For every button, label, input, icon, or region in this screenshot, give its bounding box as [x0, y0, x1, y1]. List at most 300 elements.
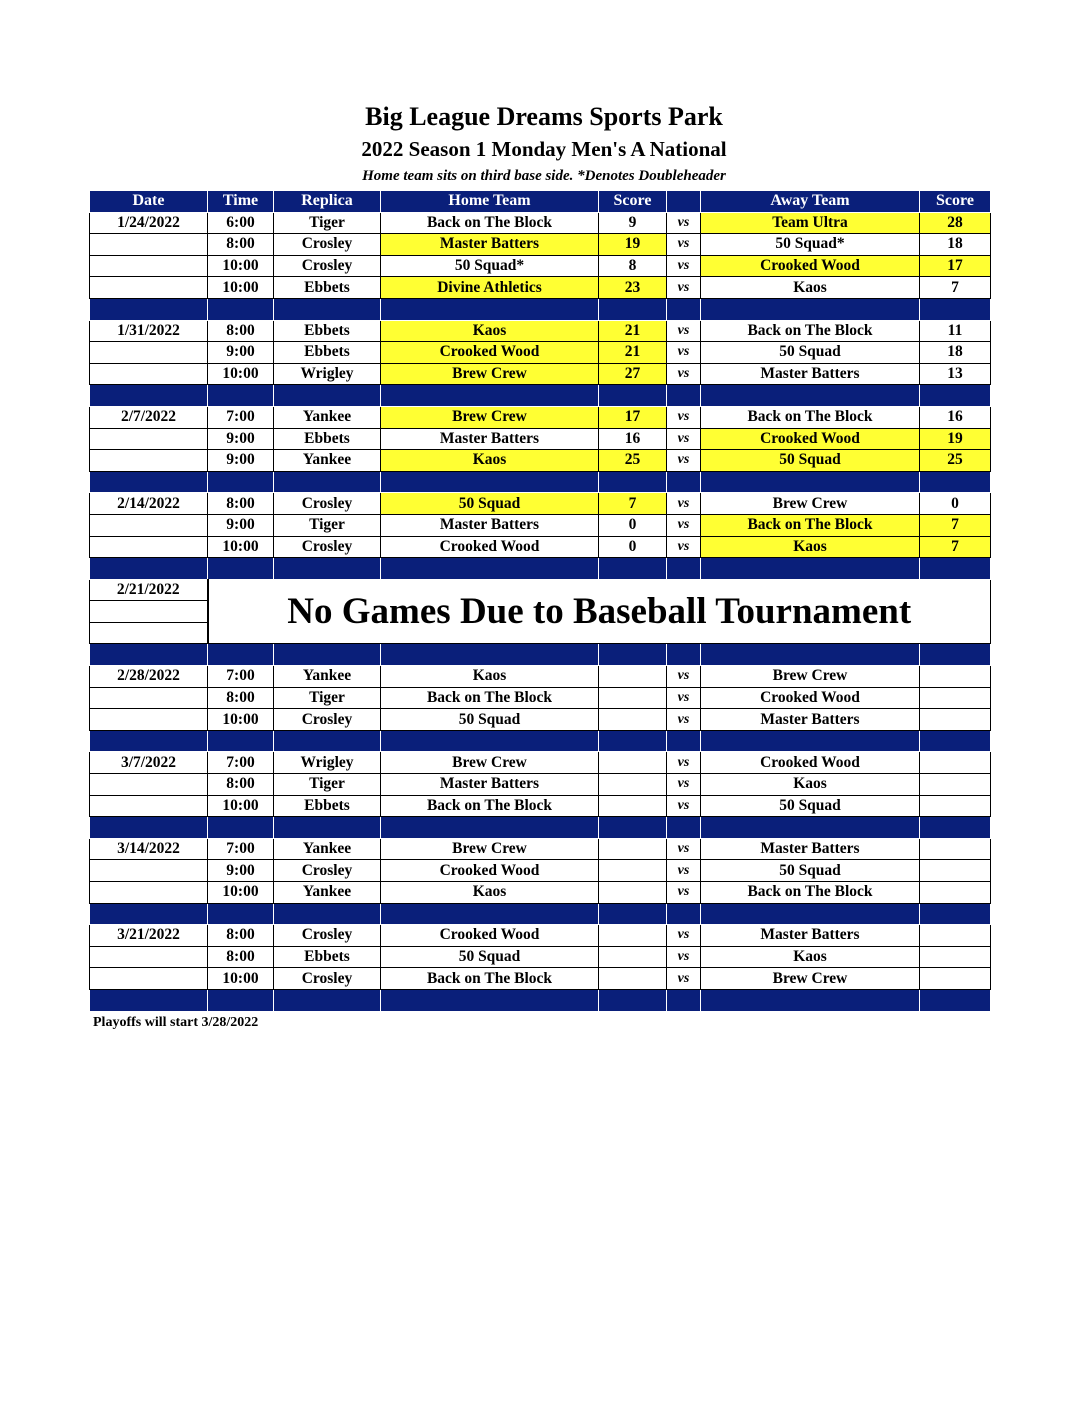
notice-row [90, 579, 991, 601]
separator-cell [381, 385, 599, 407]
separator-cell [208, 730, 274, 752]
separator-cell [381, 903, 599, 925]
vs-cell: vs [667, 255, 701, 277]
date-cell [90, 363, 208, 385]
away-team-cell: Master Batters [701, 363, 920, 385]
game-row [90, 450, 991, 472]
away-score-cell: 11 [920, 320, 991, 342]
separator-cell [599, 903, 667, 925]
replica-cell: Ebbets [274, 320, 381, 342]
time-cell: 7:00 [208, 406, 274, 428]
game-row [90, 774, 991, 796]
away-score-cell: 28 [920, 212, 991, 234]
away-score-cell [920, 925, 991, 947]
vs-cell: vs [667, 925, 701, 947]
replica-cell: Crosley [274, 493, 381, 515]
home-team-cell: Brew Crew [381, 363, 599, 385]
home-score-cell [599, 687, 667, 709]
game-row [90, 234, 991, 256]
home-score-cell [599, 774, 667, 796]
separator-cell [90, 730, 208, 752]
home-team-cell: 50 Squad [381, 709, 599, 731]
separator-cell [208, 644, 274, 666]
date-cell [90, 536, 208, 558]
separator-cell [208, 903, 274, 925]
away-score-cell: 16 [920, 406, 991, 428]
date-cell: 2/28/2022 [90, 666, 208, 688]
week-separator [90, 817, 991, 839]
home-score-cell [599, 752, 667, 774]
separator-cell [381, 730, 599, 752]
game-row [90, 428, 991, 450]
replica-cell: Wrigley [274, 752, 381, 774]
separator-cell [274, 903, 381, 925]
home-team-cell: 50 Squad* [381, 255, 599, 277]
replica-cell: Tiger [274, 774, 381, 796]
vs-cell: vs [667, 277, 701, 299]
home-team-cell: Crooked Wood [381, 925, 599, 947]
home-score-cell: 9 [599, 212, 667, 234]
replica-cell: Ebbets [274, 277, 381, 299]
separator-cell [274, 385, 381, 407]
replica-cell: Crosley [274, 234, 381, 256]
game-row [90, 795, 991, 817]
vs-cell: vs [667, 450, 701, 472]
game-row [90, 687, 991, 709]
time-cell: 10:00 [208, 363, 274, 385]
separator-cell [667, 471, 701, 493]
date-cell: 3/14/2022 [90, 838, 208, 860]
separator-cell [701, 558, 920, 580]
replica-cell: Crosley [274, 925, 381, 947]
separator-cell [667, 903, 701, 925]
vs-cell: vs [667, 795, 701, 817]
replica-cell: Ebbets [274, 428, 381, 450]
home-score-cell: 16 [599, 428, 667, 450]
game-row [90, 536, 991, 558]
away-team-cell: 50 Squad [701, 795, 920, 817]
game-row [90, 493, 991, 515]
date-cell [90, 514, 208, 536]
week-separator [90, 903, 991, 925]
separator-cell [599, 298, 667, 320]
away-score-cell: 18 [920, 342, 991, 364]
separator-cell [208, 558, 274, 580]
vs-cell: vs [667, 774, 701, 796]
separator-cell [90, 903, 208, 925]
home-team-cell: Brew Crew [381, 406, 599, 428]
home-score-cell [599, 882, 667, 904]
playoffs-note: Playoffs will start 3/28/2022 [93, 1015, 259, 1030]
separator-cell [274, 471, 381, 493]
date-cell [90, 774, 208, 796]
time-cell: 10:00 [208, 795, 274, 817]
game-row [90, 342, 991, 364]
game-row [90, 514, 991, 536]
replica-cell: Yankee [274, 882, 381, 904]
vs-cell: vs [667, 493, 701, 515]
separator-cell [599, 558, 667, 580]
date-cell: 3/7/2022 [90, 752, 208, 774]
separator-cell [274, 558, 381, 580]
away-score-cell: 0 [920, 493, 991, 515]
away-team-cell: 50 Squad [701, 450, 920, 472]
week-separator [90, 471, 991, 493]
separator-cell [381, 644, 599, 666]
time-cell: 8:00 [208, 320, 274, 342]
week-separator [90, 730, 991, 752]
home-team-cell: Brew Crew [381, 838, 599, 860]
away-score-cell [920, 968, 991, 990]
time-cell: 6:00 [208, 212, 274, 234]
separator-cell [920, 385, 991, 407]
separator-cell [667, 298, 701, 320]
home-team-cell: Back on The Block [381, 968, 599, 990]
away-score-cell [920, 882, 991, 904]
separator-cell [667, 989, 701, 1011]
time-cell: 9:00 [208, 860, 274, 882]
vs-cell: vs [667, 320, 701, 342]
away-score-cell [920, 838, 991, 860]
separator-cell [274, 989, 381, 1011]
time-cell: 7:00 [208, 752, 274, 774]
game-row [90, 212, 991, 234]
home-score-cell: 0 [599, 514, 667, 536]
column-header: Away Team [701, 191, 920, 213]
home-score-cell: 19 [599, 234, 667, 256]
separator-cell [920, 471, 991, 493]
away-score-cell: 19 [920, 428, 991, 450]
home-team-cell: Kaos [381, 450, 599, 472]
separator-cell [90, 471, 208, 493]
replica-cell: Crosley [274, 860, 381, 882]
separator-cell [274, 817, 381, 839]
replica-cell: Tiger [274, 212, 381, 234]
home-team-cell: Master Batters [381, 234, 599, 256]
away-team-cell: Crooked Wood [701, 752, 920, 774]
replica-cell: Ebbets [274, 342, 381, 364]
away-score-cell [920, 795, 991, 817]
time-cell: 10:00 [208, 536, 274, 558]
separator-cell [208, 471, 274, 493]
column-header: Score [920, 191, 991, 213]
away-score-cell: 13 [920, 363, 991, 385]
home-team-cell: Back on The Block [381, 687, 599, 709]
separator-cell [701, 989, 920, 1011]
column-header [667, 191, 701, 213]
separator-cell [920, 644, 991, 666]
away-team-cell: 50 Squad [701, 860, 920, 882]
away-team-cell: Kaos [701, 774, 920, 796]
vs-cell: vs [667, 536, 701, 558]
separator-cell [90, 817, 208, 839]
vs-cell: vs [667, 428, 701, 450]
away-team-cell: Master Batters [701, 925, 920, 947]
replica-cell: Crosley [274, 536, 381, 558]
week-separator [90, 989, 991, 1011]
date-cell [90, 882, 208, 904]
game-row [90, 666, 991, 688]
separator-cell [599, 730, 667, 752]
game-row [90, 882, 991, 904]
home-score-cell [599, 925, 667, 947]
game-row [90, 860, 991, 882]
game-row [90, 946, 991, 968]
home-score-cell: 7 [599, 493, 667, 515]
away-team-cell: Back on The Block [701, 882, 920, 904]
separator-cell [667, 644, 701, 666]
vs-cell: vs [667, 234, 701, 256]
game-row [90, 968, 991, 990]
away-team-cell: Kaos [701, 536, 920, 558]
away-team-cell: Brew Crew [701, 493, 920, 515]
home-score-cell [599, 946, 667, 968]
separator-cell [920, 298, 991, 320]
separator-cell [90, 385, 208, 407]
replica-cell: Tiger [274, 514, 381, 536]
vs-cell: vs [667, 968, 701, 990]
date-cell: 2/14/2022 [90, 493, 208, 515]
column-header: Home Team [381, 191, 599, 213]
game-row [90, 255, 991, 277]
game-row [90, 925, 991, 947]
separator-cell [667, 817, 701, 839]
replica-cell: Yankee [274, 838, 381, 860]
replica-cell: Yankee [274, 450, 381, 472]
time-cell: 8:00 [208, 925, 274, 947]
time-cell: 9:00 [208, 514, 274, 536]
separator-cell [599, 989, 667, 1011]
vs-cell: vs [667, 709, 701, 731]
date-cell [90, 342, 208, 364]
date-cell [90, 687, 208, 709]
replica-cell: Crosley [274, 255, 381, 277]
vs-cell: vs [667, 212, 701, 234]
replica-cell: Tiger [274, 687, 381, 709]
away-team-cell: Crooked Wood [701, 255, 920, 277]
home-team-cell: 50 Squad [381, 493, 599, 515]
home-team-cell: 50 Squad [381, 946, 599, 968]
time-cell: 8:00 [208, 946, 274, 968]
home-score-cell [599, 838, 667, 860]
date-cell [90, 428, 208, 450]
away-score-cell: 17 [920, 255, 991, 277]
home-score-cell [599, 860, 667, 882]
vs-cell: vs [667, 363, 701, 385]
separator-cell [208, 385, 274, 407]
time-cell: 10:00 [208, 277, 274, 299]
separator-cell [667, 558, 701, 580]
separator-cell [274, 298, 381, 320]
away-team-cell: Back on The Block [701, 406, 920, 428]
away-score-cell: 7 [920, 536, 991, 558]
separator-cell [701, 298, 920, 320]
separator-cell [599, 817, 667, 839]
vs-cell: vs [667, 882, 701, 904]
game-row [90, 838, 991, 860]
home-team-cell: Master Batters [381, 774, 599, 796]
week-separator [90, 644, 991, 666]
date-cell [90, 622, 208, 644]
separator-cell [667, 385, 701, 407]
home-score-cell [599, 709, 667, 731]
separator-cell [208, 989, 274, 1011]
separator-cell [701, 817, 920, 839]
home-team-cell: Master Batters [381, 514, 599, 536]
page-title: Big League Dreams Sports Park [365, 102, 723, 131]
column-header: Score [599, 191, 667, 213]
home-score-cell: 23 [599, 277, 667, 299]
vs-cell: vs [667, 514, 701, 536]
away-score-cell: 25 [920, 450, 991, 472]
separator-cell [920, 903, 991, 925]
away-score-cell [920, 946, 991, 968]
date-cell [90, 709, 208, 731]
away-team-cell: Team Ultra [701, 212, 920, 234]
home-team-cell: Back on The Block [381, 212, 599, 234]
week-separator [90, 558, 991, 580]
column-header: Date [90, 191, 208, 213]
date-cell [90, 968, 208, 990]
home-score-cell: 25 [599, 450, 667, 472]
home-team-cell: Divine Athletics [381, 277, 599, 299]
separator-cell [90, 558, 208, 580]
away-team-cell: 50 Squad* [701, 234, 920, 256]
time-cell: 8:00 [208, 493, 274, 515]
home-score-cell [599, 968, 667, 990]
separator-cell [381, 989, 599, 1011]
home-team-cell: Crooked Wood [381, 536, 599, 558]
away-team-cell: Master Batters [701, 838, 920, 860]
schedule-note: Home team sits on third base side. *Denotes Doubleheader [362, 168, 726, 184]
no-games-notice: No Games Due to Baseball Tournament [208, 579, 991, 644]
vs-cell: vs [667, 687, 701, 709]
away-team-cell: Master Batters [701, 709, 920, 731]
week-separator [90, 385, 991, 407]
date-cell [90, 255, 208, 277]
vs-cell: vs [667, 752, 701, 774]
date-cell: 2/7/2022 [90, 406, 208, 428]
time-cell: 8:00 [208, 234, 274, 256]
date-cell [90, 860, 208, 882]
home-score-cell: 21 [599, 320, 667, 342]
home-team-cell: Kaos [381, 882, 599, 904]
replica-cell: Yankee [274, 406, 381, 428]
home-score-cell: 27 [599, 363, 667, 385]
away-team-cell: Brew Crew [701, 968, 920, 990]
game-row [90, 363, 991, 385]
separator-cell [274, 730, 381, 752]
home-score-cell: 8 [599, 255, 667, 277]
date-cell: 1/24/2022 [90, 212, 208, 234]
schedule-table [89, 190, 991, 1012]
replica-cell: Ebbets [274, 946, 381, 968]
home-team-cell: Crooked Wood [381, 342, 599, 364]
away-team-cell: 50 Squad [701, 342, 920, 364]
time-cell: 8:00 [208, 774, 274, 796]
home-team-cell: Back on The Block [381, 795, 599, 817]
separator-cell [90, 298, 208, 320]
away-score-cell [920, 860, 991, 882]
home-team-cell: Kaos [381, 666, 599, 688]
home-score-cell [599, 795, 667, 817]
date-cell [90, 234, 208, 256]
away-team-cell: Crooked Wood [701, 687, 920, 709]
game-row [90, 752, 991, 774]
home-score-cell: 0 [599, 536, 667, 558]
time-cell: 10:00 [208, 255, 274, 277]
date-cell [90, 601, 208, 623]
vs-cell: vs [667, 946, 701, 968]
separator-cell [381, 817, 599, 839]
time-cell: 9:00 [208, 450, 274, 472]
separator-cell [701, 471, 920, 493]
away-score-cell: 18 [920, 234, 991, 256]
separator-cell [920, 817, 991, 839]
table-header-row [90, 191, 991, 213]
replica-cell: Ebbets [274, 795, 381, 817]
separator-cell [90, 989, 208, 1011]
game-row [90, 277, 991, 299]
column-header: Replica [274, 191, 381, 213]
time-cell: 7:00 [208, 838, 274, 860]
date-cell: 3/21/2022 [90, 925, 208, 947]
vs-cell: vs [667, 838, 701, 860]
date-cell: 1/31/2022 [90, 320, 208, 342]
away-score-cell [920, 752, 991, 774]
date-cell [90, 277, 208, 299]
away-score-cell: 7 [920, 277, 991, 299]
separator-cell [701, 730, 920, 752]
separator-cell [90, 644, 208, 666]
separator-cell [667, 730, 701, 752]
replica-cell: Crosley [274, 709, 381, 731]
home-team-cell: Master Batters [381, 428, 599, 450]
separator-cell [701, 385, 920, 407]
date-cell: 2/21/2022 [90, 579, 208, 601]
date-cell [90, 795, 208, 817]
separator-cell [599, 644, 667, 666]
away-score-cell [920, 687, 991, 709]
home-team-cell: Crooked Wood [381, 860, 599, 882]
time-cell: 9:00 [208, 428, 274, 450]
away-team-cell: Kaos [701, 277, 920, 299]
time-cell: 8:00 [208, 687, 274, 709]
away-team-cell: Brew Crew [701, 666, 920, 688]
separator-cell [381, 298, 599, 320]
replica-cell: Wrigley [274, 363, 381, 385]
away-team-cell: Kaos [701, 946, 920, 968]
separator-cell [274, 644, 381, 666]
away-score-cell [920, 774, 991, 796]
separator-cell [599, 471, 667, 493]
home-score-cell: 17 [599, 406, 667, 428]
away-score-cell [920, 666, 991, 688]
date-cell [90, 450, 208, 472]
replica-cell: Crosley [274, 968, 381, 990]
separator-cell [208, 817, 274, 839]
time-cell: 7:00 [208, 666, 274, 688]
separator-cell [701, 903, 920, 925]
vs-cell: vs [667, 342, 701, 364]
separator-cell [381, 558, 599, 580]
time-cell: 9:00 [208, 342, 274, 364]
game-row [90, 709, 991, 731]
game-row [90, 406, 991, 428]
separator-cell [920, 730, 991, 752]
away-score-cell: 7 [920, 514, 991, 536]
game-row [90, 320, 991, 342]
